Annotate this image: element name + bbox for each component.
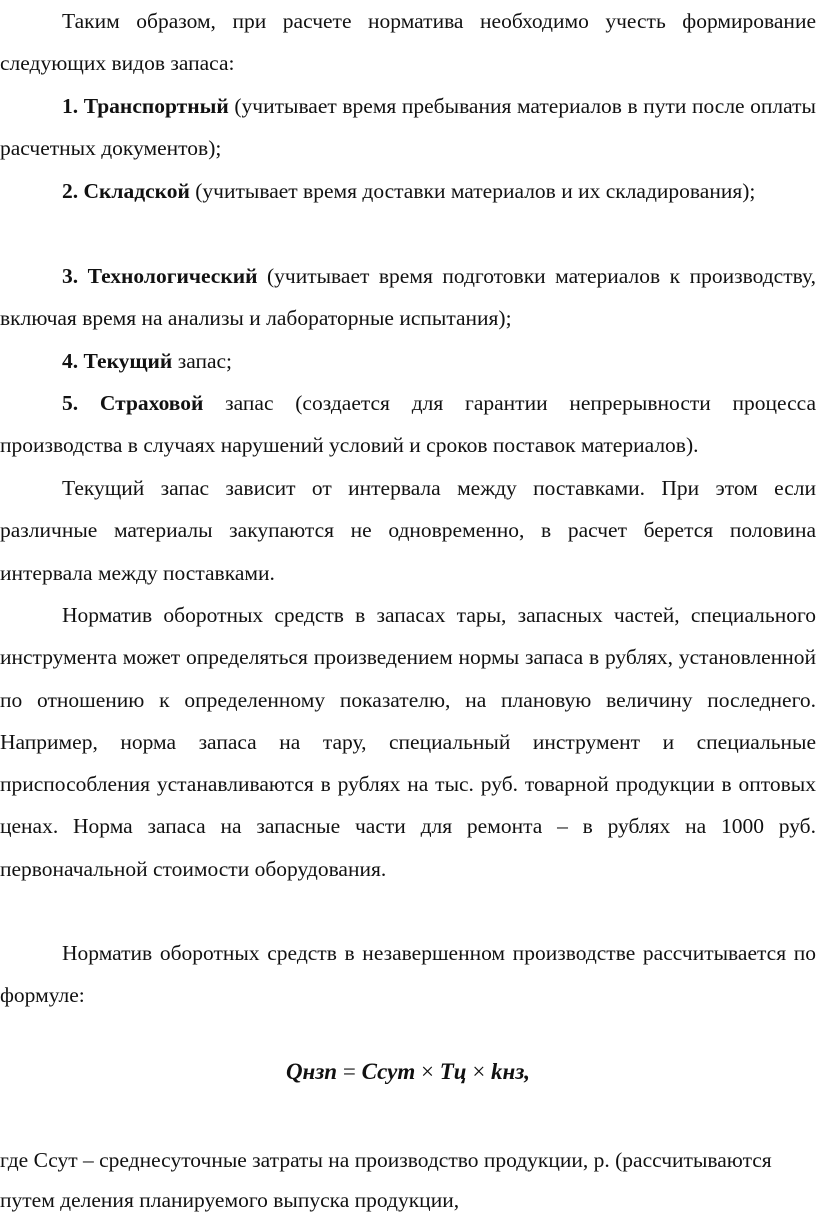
item-number: 5. xyxy=(62,391,79,415)
item-text: (учитывает время пребывания материалов в пути после оплаты расчетных документов); xyxy=(0,94,816,161)
formula-equals: = xyxy=(337,1059,362,1084)
item-term: Технологический xyxy=(87,264,258,288)
list-item-warehouse xyxy=(0,170,816,212)
formula-term-2: Тц xyxy=(439,1059,467,1084)
item-term: Страховой xyxy=(99,391,204,415)
formula-term-1: Ссут xyxy=(361,1059,416,1084)
paragraph-current-stock: Текущий запас зависит от интервала между поставками. При этом если различные материалы закупаются не одновременно, в расчет берется половина интервала между поставками. xyxy=(0,476,816,585)
formula-multiply: × xyxy=(415,1059,440,1084)
item-term: Транспортный xyxy=(83,94,229,118)
item-text: запас (создается для гарантии непрерывности процесса производства в случаях нарушений условий и сроков поставок материалов). xyxy=(0,391,816,458)
item-number: 3. xyxy=(62,264,79,288)
list-item-technological xyxy=(0,255,816,340)
item-term: Текущий xyxy=(83,349,173,373)
item-number: 2. xyxy=(62,179,79,203)
item-text: (учитывает время подготовки материалов к производству, включая время на анализы и лабораторные испытания); xyxy=(0,264,816,331)
paragraph-containers: Норматив оборотных средств в запасах тары, запасных частей, специального инструмента может определяться произведением нормы запаса в рублях, установленной по отношению к определенному показателю, на плановую величину последнего. Например, норма запаса на тару, специальный инструмент и специальные приспособления устанавливаются в рублях на тыс. руб. товарной продукции в оптовых ценах. Норма запаса на запасные части для ремонта – в рублях на 1000 руб. первоначальной стоимости оборудования. xyxy=(0,603,816,881)
paragraph-intro: Таким образом, при расчете норматива необходимо учесть формирование следующих видов запаса: xyxy=(0,9,816,76)
formula-term-3: kнз, xyxy=(491,1059,531,1084)
paragraph-wip: Норматив оборотных средств в незавершенном производстве рассчитывается по формуле: xyxy=(0,941,816,1008)
item-number: 4. xyxy=(62,349,79,373)
formula-lhs: Qнзп xyxy=(285,1059,338,1084)
formula xyxy=(0,1052,816,1092)
list-item-insurance xyxy=(0,382,816,467)
formula-multiply: × xyxy=(466,1059,492,1084)
item-text: запас; xyxy=(172,349,233,373)
item-number: 1. xyxy=(62,94,79,118)
item-text: (учитывает время доставки материалов и их складирования); xyxy=(189,179,756,203)
item-term: Складской xyxy=(83,179,190,203)
list-item-current xyxy=(0,340,816,382)
paragraph-where: где Ссут – среднесуточные затраты на производство продукции, р. (рассчитываются путем деления планируемого выпуска продукции, xyxy=(0,1148,772,1212)
list-item-transport xyxy=(0,85,816,170)
